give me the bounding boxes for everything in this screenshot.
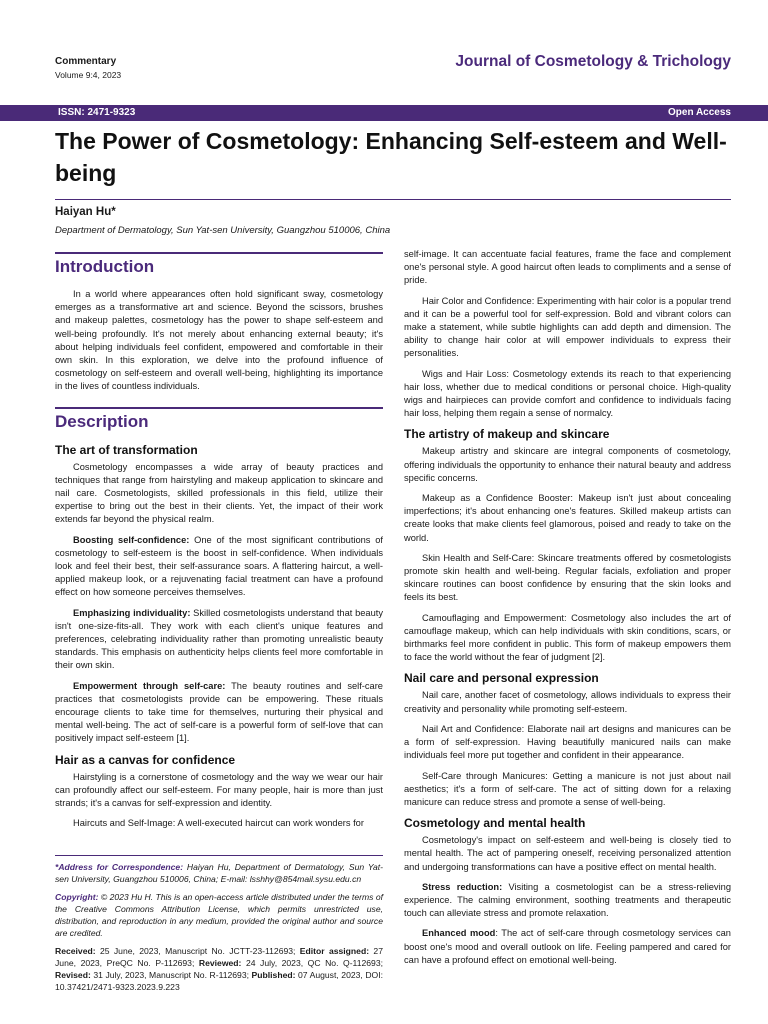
dates-note [55, 945, 383, 993]
paragraph-text: The beauty routines and self-care practices that cosmetologists provide can be empowering. These rituals encourage clients to take time for themselves, nurturing their physical and mental well-being. The act of self-care is a powerful form of self-love that can positively impact self-esteem [1]. [55, 680, 383, 744]
paragraph [55, 680, 383, 746]
subheading-nail-care: Nail care and personal expression [404, 671, 599, 686]
paragraph: Nail care, another facet of cosmetology, allows individuals to express their creativity and personality while promoting self-esteem. [404, 690, 731, 714]
subheading-mental-health: Cosmetology and mental health [404, 816, 586, 831]
paragraph-lead: Enhanced mood [422, 928, 496, 939]
paragraph: Self-Care through Manicures: Getting a manicure is not just about nail aesthetics; it's a form of self-care. The act of sitting down for a relaxing manicure can reduce stress and promote a sense of well-being. [404, 770, 731, 807]
subheading-hair-canvas: Hair as a canvas for confidence [55, 752, 236, 767]
paragraph: Nail Art and Confidence: Elaborate nail art designs and manicures can be a form of self-expression. Having beautifully manicured nails can make individuals feel more put together and confident in their appearance. [404, 723, 731, 761]
revised-label: Revised: [55, 970, 91, 980]
published-label: Published: [251, 970, 296, 980]
correspondence-text: Haiyan Hu, Department of Dermatology, Sun Yat-sen University, Guangzhou 510006, China; E-mail: lsshhy@854mail.sysu.edu.cn [55, 862, 383, 884]
paragraph: Cosmetology's impact on self-esteem and well-being is closely tied to mental health. The act of pampering oneself, receiving personalized attention and undergoing transformations can have a positive effect on mental health. [404, 835, 731, 872]
copyright-note [55, 891, 383, 939]
paragraph: Makeup as a Confidence Booster: Makeup isn't just about concealing imperfections; it's about enhancing one's features. Skilled makeup artists can create looks that make clients feel glamorous, poised and ready to take on the world. [404, 493, 731, 543]
revised-text: 31 July, 2023, Manuscript No. R-112693; [90, 970, 252, 980]
paragraph-text: : The act of self-care through cosmetology services can boost one's mood and overall outlook on life. Feeling pampered and cared for can have a profound effect on emotional well-being. [404, 928, 731, 965]
copyright-text: © 2023 Hu H. This is an open-access article distributed under the terms of the Creative Commons Attribution License, which permits unrestricted use, distribution, and reproduction in any medium, provided the original author and source are credited. [55, 892, 383, 938]
paragraph: Cosmetology encompasses a wide array of beauty practices and techniques that range from hairstyling and makeup application to skincare and nail care. Cosmetologists, skilled professionals in this field, utilize their expertise to bring out the best in their clients. Yet, the impact of their work extends far beyond the physical realm. [55, 461, 383, 525]
paragraph-lead: Stress reduction: [422, 881, 503, 892]
paragraph: Skin Health and Self-Care: Skincare treatments offered by cosmetologists promote skin health and well-being. Regular facials, exfoliation and proper skincare routines can boost confidence by ensuring that the skin looks and feels its best. [404, 552, 731, 603]
paragraph: Haircuts and Self-Image: A well-executed haircut can work wonders for [73, 818, 364, 829]
paragraph-lead: Emphasizing individuality: [73, 607, 191, 618]
correspondence-label: *Address for Correspondence: [55, 862, 184, 872]
received-text: 25 June, 2023, Manuscript No. JCTT-23-112693; [95, 946, 300, 956]
copyright-label: Copyright: [55, 892, 99, 902]
published-text: 07 August, 2023, DOI: 10.37421/2471-9323.2023.9.223 [55, 970, 383, 992]
issn: ISSN: 2471-9323 [58, 107, 136, 118]
reviewed-label: Reviewed: [198, 958, 242, 968]
paragraph-lead: Boosting self-confidence: [73, 534, 190, 545]
paragraph: self-image. It can accentuate facial features, frame the face and complement one's personal style. A good haircut often leads to compliments and a sense of pride. [404, 249, 731, 286]
volume-info: Volume 9:4, 2023 [55, 70, 122, 80]
paragraph [55, 534, 383, 600]
paragraph [55, 607, 383, 673]
paragraph: Hairstyling is a cornerstone of cosmetology and the way we wear our hair can profoundly affect our self-esteem. For many people, hair is more than just strands; it's a canvas for self-expression and identity. [55, 771, 383, 809]
open-access-badge: Open Access [668, 107, 731, 118]
section-heading-introduction: Introduction [55, 252, 383, 277]
subheading-art-of-transformation: The art of transformation [55, 442, 198, 457]
paragraph: Camouflaging and Empowerment: Cosmetology also includes the art of camouflage makeup, which can help individuals with skin conditions, scars, or birthmarks feel more confident in public. This form of makeup empowers them to face the world without the fear of judgment [2]. [404, 612, 731, 663]
paragraph-text: One of the most significant contributions of cosmetology to self-esteem is the boost in self-confidence. When individuals look and feel their best, their self-assurance soars. A flattering haircut, a well-applied makeup look, or a rejuvenating facial treatment can have a profound effect on how someone perceives themselves. [55, 534, 383, 598]
title-rule [55, 199, 731, 200]
paragraph [404, 927, 731, 967]
paragraph: Hair Color and Confidence: Experimenting with hair color is a popular trend and it can be a powerful tool for self-expression. Bold and vibrant colors can make a statement, while subtle highlights can add depth and dimension. The ability to change hair color at will empower individuals to express their personalities. [404, 295, 731, 359]
section-heading-description: Description [55, 407, 383, 432]
correspondence-note [55, 861, 383, 885]
paragraph [404, 881, 731, 921]
author-affiliation: Department of Dermatology, Sun Yat-sen University, Guangzhou 510006, China [55, 225, 391, 236]
paragraph-text: Skilled cosmetologists understand that beauty isn't one-size-fits-all. They work with each client's unique features and preferences, celebrating individuality rather than promoting unrealistic beauty standards. This emphasis on authenticity helps clients feel more comfortable in their own skin. [55, 607, 383, 671]
issn-band [0, 105, 768, 121]
right-column [404, 248, 731, 974]
left-column [55, 252, 383, 838]
reviewed-text: 24 July, 2023, QC No. Q-112693; [241, 958, 383, 968]
editor-label: Editor assigned: [299, 946, 370, 956]
footnote-block [55, 855, 383, 999]
intro-paragraph: In a world where appearances often hold significant sway, cosmetology emerges as a transformative art and science. Beyond the scissors, brushes and makeup palettes, cosmetology has the power to shape self-esteem and well-being profoundly. It's not merely about enhancing external beauty; it's about helping individuals feel confident, empowered and comfortable in their own skin. In this exploration, we delve into the profound influence of cosmetology on self-esteem and overall well-being, highlighting its importance in the lives of countless individuals. [55, 289, 383, 392]
received-label: Received: [55, 946, 96, 956]
journal-name: Journal of Cosmetology & Trichology [455, 53, 731, 70]
subheading-makeup-skincare: The artistry of makeup and skincare [404, 427, 610, 442]
editor-text: 27 June, 2023, PreQC No. P-112693; [55, 946, 383, 968]
paragraph-text: Visiting a cosmetologist can be a stress-relieving experience. The calming environment, soothing treatments and therapeutic touch can alleviate stress and promote relaxation. [404, 881, 731, 919]
paragraph: Wigs and Hair Loss: Cosmetology extends its reach to that experiencing hair loss, whether due to medical conditions or personal choice. High-quality wigs and hairpieces can provide comfort and confidence to individuals facing hair loss, helping them regain a sense of normalcy. [404, 368, 731, 419]
author-name: Haiyan Hu* [55, 206, 116, 218]
paragraph-lead: Empowerment through self-care: [73, 680, 226, 691]
paragraph: Makeup artistry and skincare are integral components of cosmetology, offering individuals the opportunity to enhance their natural beauty and address specific concerns. [404, 446, 731, 483]
article-title: The Power of Cosmetology: Enhancing Self-esteem and Well-being [55, 128, 727, 186]
article-type: Commentary [55, 56, 117, 67]
